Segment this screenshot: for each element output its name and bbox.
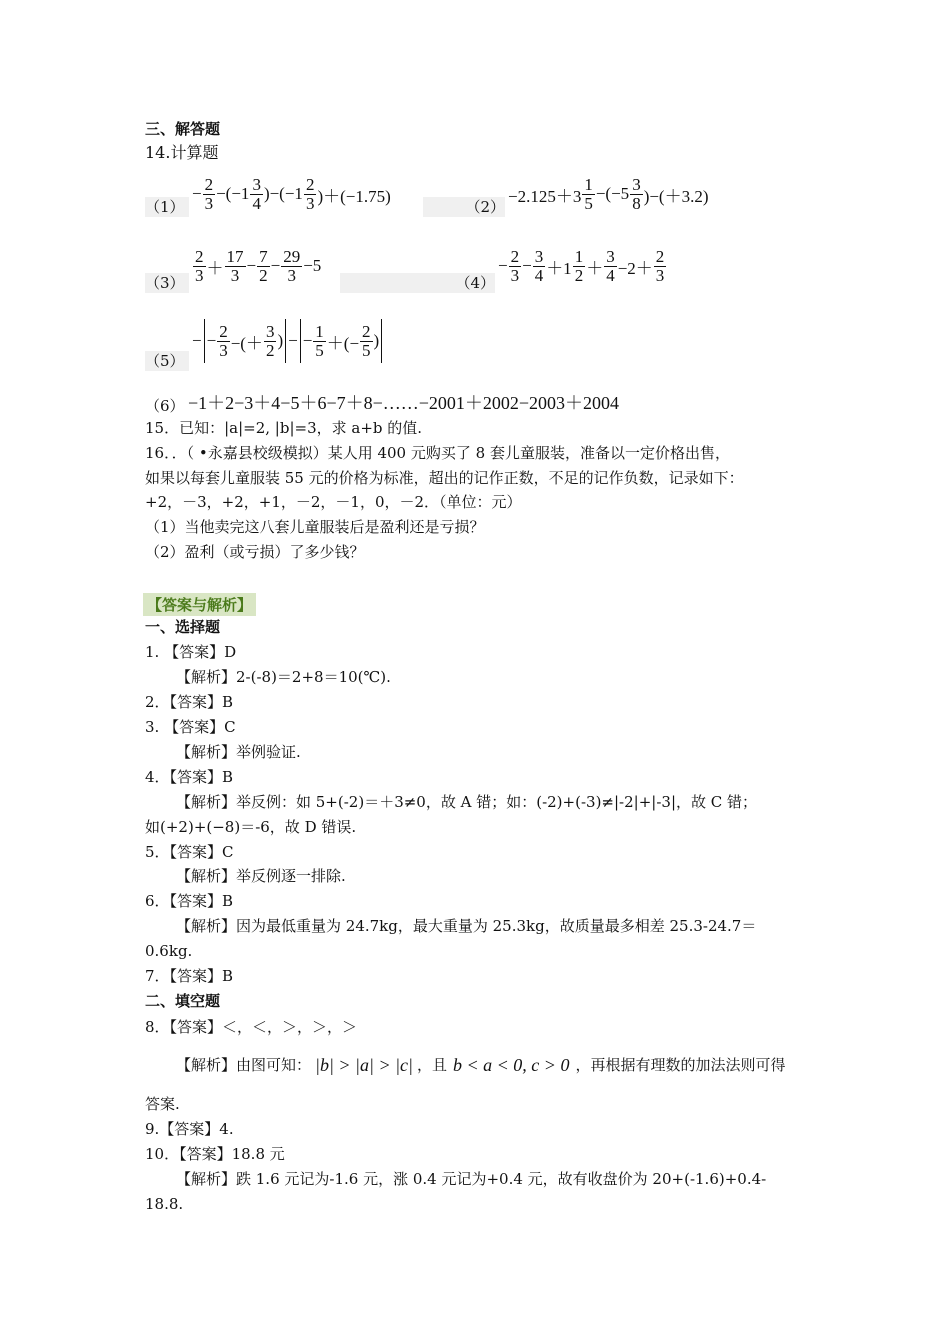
- answer-6-explain-1: 【解析】因为最低重量为 24.7kg，最大重量为 25.3kg，故质量最多相差 25.3-24.7＝: [176, 917, 757, 935]
- q14-label-1: （1）: [145, 197, 189, 217]
- q14-expr-5: − − $\frac{2}{3}$ −(＋ $\frac{3}{2}$ ) − − $\frac{1}{5}$ ＋(− $\frac{2}{5}$ ): [192, 316, 384, 366]
- q14-expr-4: − $\frac{2}{3}$ − $\frac{3}{4}$ ＋1 $\frac{1}{2}$ ＋ $\frac{3}{4}$ −2＋ $\frac{2}{3}$: [498, 246, 665, 285]
- answer-8-explain-post: ，再根据有理数的加法法则可得: [575, 1056, 786, 1074]
- answer-10: 10．【答案】18.8 元: [145, 1145, 285, 1163]
- q14-label-4: （4）: [340, 273, 495, 293]
- answer-3-explain: 【解析】举例验证.: [176, 743, 301, 761]
- q14-expr-2: −2.125＋3 $\frac{1}{5}$ −(−5 $\frac{3}{8}$ )−(＋3.2): [508, 174, 709, 213]
- q14-title: 14.计算题: [145, 143, 219, 162]
- q16-sub1: （1）当他卖完这八套儿童服装后是盈利还是亏损？: [145, 518, 485, 536]
- q14-expr-1: − $\frac{2}{3}$ −(−1 $\frac{3}{4}$ )−(−1 $\frac{2}{3}$ )＋(−1.75): [192, 174, 391, 213]
- q14-label-3: （3）: [145, 273, 189, 293]
- answer-1: 1. 【答案】D: [145, 643, 237, 661]
- answer-4-explain-2: 如(+2)+(−8)＝-6，故 D 错误.: [145, 818, 357, 836]
- q16-line1: 16．．（ •永嘉县校级模拟）某人用 400 元购买了 8 套儿童服装，准备以一定价格出售，: [145, 444, 730, 462]
- q14-expr-3: $\frac{2}{3}$ ＋ $\frac{17}{3}$ − $\frac{7}{2}$ − $\frac{29}{3}$ −5: [195, 246, 322, 285]
- answer-1-explain: 【解析】2-(-8)＝2+8＝10(℃).: [176, 668, 391, 686]
- answer-9: 9.【答案】4.: [145, 1120, 234, 1138]
- q14-expr-6: −1＋2−3＋4−5＋6−7＋8−……−2001＋2002−2003＋2004: [188, 393, 620, 413]
- answer-8-explain-pre: 【解析】由图可知：: [176, 1056, 312, 1074]
- answer-8-math-2: b < a < 0, c > 0: [453, 1055, 570, 1075]
- q16-line3: +2，－3，+2，+1，－2，－1，0，－2．（单位：元）: [145, 493, 522, 511]
- q14-label-2: （2）: [423, 197, 505, 217]
- answer-8: 8．【答案】＜，＜，＞，＞，＞: [145, 1018, 358, 1036]
- answer-8-explain-mid: ，且: [417, 1056, 448, 1074]
- answer-6-explain-2: 0.6kg.: [145, 942, 193, 960]
- answer-8-explain-2: 答案.: [145, 1095, 180, 1113]
- answers-section-1: 一、选择题: [145, 618, 221, 636]
- answer-10-explain-1: 【解析】跌 1.6 元记为-1.6 元，涨 0.4 元记为+0.4 元，故有收盘价为 20+(-1.6)+0.4-: [176, 1170, 767, 1188]
- q14-label-6: （6）: [145, 397, 185, 415]
- answers-header: 【答案与解析】: [143, 593, 256, 616]
- answer-4-explain-1: 【解析】举反例：如 5+(-2)＝＋3≠0，故 A 错；如：(-2)+(-3)≠|-2|+|-3|，故 C 错；: [176, 793, 758, 811]
- answer-3: 3. 【答案】C: [145, 718, 236, 736]
- section-title-3: 三、解答题: [145, 120, 221, 138]
- answer-10-explain-2: 18.8.: [145, 1195, 184, 1213]
- answer-7: 7．【答案】B: [145, 967, 234, 985]
- q16-line2: 如果以每套儿童服装 55 元的价格为标准，超出的记作正数，不足的记作负数，记录如下：: [145, 469, 744, 487]
- q14-label-5: （5）: [145, 351, 189, 371]
- answer-5-explain: 【解析】举反例逐一排除.: [176, 867, 346, 885]
- q15-text: 15．已知：|a|=2, |b|=3，求 a+b 的值.: [145, 419, 423, 437]
- answer-8-explain: [176, 1055, 785, 1075]
- q16-sub2: （2）盈利（或亏损）了多少钱？: [145, 543, 365, 561]
- answer-5: 5．【答案】C: [145, 843, 234, 861]
- answer-4: 4．【答案】B: [145, 768, 234, 786]
- answer-6: 6．【答案】B: [145, 892, 234, 910]
- answers-section-2: 二、填空题: [145, 992, 221, 1010]
- answer-8-math-1: |b| > |a| > |c|: [315, 1055, 413, 1075]
- answer-2: 2．【答案】B: [145, 693, 234, 711]
